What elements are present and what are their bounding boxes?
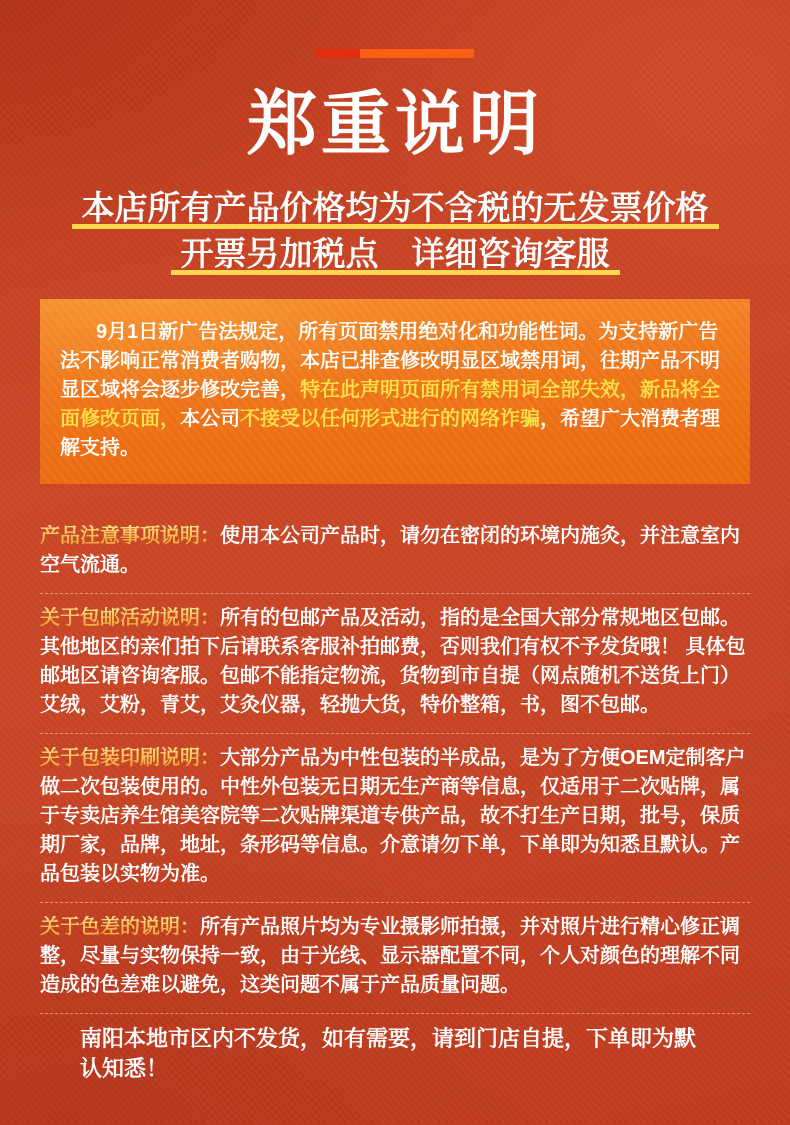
section-body-packaging-printing: 大部分产品为中性包装的半成品，是为了方便OEM定制客户做二次包装使用的。中性外包装无日期无生产商等信息，仅适用于二次贴牌，属于专卖店养生馆美容院等二次贴牌渠道专供产品，故不打生产日期，批号，保质期厂家，品牌，地址，条形码等信息。介意请勿下单，下单即为知悉且默认。产品包装以实物为准。 — [40, 747, 746, 885]
footer-local-pickup-note: 南阳本地市区内不发货，如有需要，请到门店自提，下单即为默认知悉！ — [80, 1026, 697, 1081]
page-background — [0, 49, 790, 1125]
notice-segment-4-emphasis: 不接受以任何形式进行的网络诈骗 — [240, 408, 540, 430]
section-body-color-difference: 所有产品照片均为专业摄影师拍摄，并对照片进行精心修正调整，尽量与实物保持一致，由于光线、显示器配置不同，个人对颜色的理解不同造成的色差难以避免，这类问题不属于产品质量问题。 — [40, 916, 740, 996]
price-subtitle-text-2: 开票另加税点 详细咨询客服 — [180, 235, 610, 272]
section-color-difference — [40, 913, 750, 1000]
notice-segment-5: ，希望广大消费者理解支持。 — [60, 408, 720, 459]
notice-segment-3: 本公司 — [180, 408, 240, 430]
section-divider-4 — [40, 1013, 750, 1014]
section-packaging-printing — [40, 744, 750, 889]
price-subtitle-line-1 — [0, 188, 790, 228]
accent-bar-orange-segment — [360, 49, 474, 58]
section-body-product-usage: 使用本公司产品时，请勿在密闭的环境内施灸，并注意室内空气流通。 — [40, 525, 740, 576]
accent-bar — [316, 49, 474, 58]
page-title: 郑重说明 — [247, 85, 543, 163]
section-label-packaging-printing: 关于包装印刷说明： — [40, 747, 220, 769]
section-divider-2 — [40, 733, 750, 734]
notice-segment-2-emphasis: 特在此声明页面所有禁用词全部失效，新品将全面修改页面， — [60, 379, 720, 430]
section-divider-3 — [40, 902, 750, 903]
section-label-color-difference: 关于色差的说明： — [40, 916, 200, 938]
accent-bar-dark-segment — [316, 49, 360, 58]
sections-container — [40, 522, 750, 1084]
notice-segment-1: 9月1日新广告法规定，所有页面禁用绝对化和功能性词。为支持新广告法不影响正常消费者购物，本店已排查修改明显区域禁用词，往期产品不明显区域将会逐步修改完善， — [60, 321, 720, 401]
advertising-law-notice-paragraph — [60, 318, 730, 463]
price-subtitle-text-1: 本店所有产品价格均为不含税的无发票价格 — [81, 189, 709, 226]
advertising-law-notice-box — [40, 299, 750, 484]
section-free-shipping — [40, 604, 750, 720]
section-label-product-usage: 产品注意事项说明： — [40, 525, 220, 547]
section-product-usage-notes — [40, 522, 750, 580]
section-body-free-shipping: 所有的包邮产品及活动，指的是全国大部分常规地区包邮。其他地区的亲们拍下后请联系客服补拍邮费，否则我们有权不予发货哦！ 具体包邮地区请咨询客服。包邮不能指定物流，货物到市自提（网点随机不送货上门）艾绒，艾粉，青艾，艾灸仪器，轻抛大货，特价整箱，书，图不包邮。 — [40, 607, 746, 716]
price-subtitle-line-2 — [0, 234, 790, 274]
section-label-free-shipping: 关于包邮活动说明： — [40, 607, 220, 629]
section-divider-1 — [40, 593, 750, 594]
